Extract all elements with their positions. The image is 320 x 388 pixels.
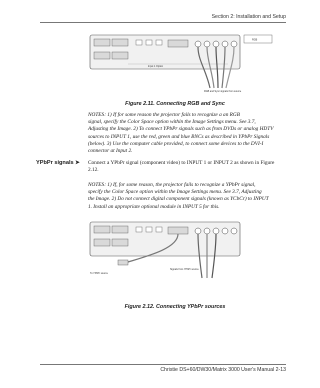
notes-ypbpr-line: 1. Install an appropriate optional module in INPUT 5 for this.: [88, 203, 220, 210]
ypbpr-heading: YPbPr signals ➤: [36, 160, 80, 166]
header-divider: [40, 22, 286, 23]
notes-rgb-line: connector at Input 2.: [88, 148, 133, 155]
notes-ypbpr-line: NOTES: 1) If, for some reason, the projector fails to recognize a YPbPr signal,: [88, 182, 256, 188]
footer-divider: [40, 364, 286, 365]
notes-rgb-line: Adjusting the Image. 2) To connect YPbPr signals such as from DVDs or analog HDTV: [88, 126, 274, 133]
running-footer: Christie DS+60/DW30/Matrix 3000 User's Manual 2-13: [160, 367, 286, 373]
ypbpr-source-right-label: Signals from YPbPr source: [170, 268, 199, 271]
figure-ypbpr-caption: Figure 2.12. Connecting YPbPr sources: [124, 304, 226, 310]
figure-ypbpr: [88, 218, 278, 298]
notes-rgb-line: (below). 3) Use the computer cable provided, to connect some devices to the DVI-I: [88, 140, 264, 147]
notes-ypbpr-line: the Image. 2) Do not connect digital component signals (known as YCbCr) to INPUT: [88, 196, 269, 203]
figure-rgb-sync: [88, 30, 278, 98]
running-header: Section 2: Installation and Setup: [211, 14, 286, 20]
notes-ypbpr-line: specify the Color Space option within the Image Settings menu. See 3.7, Adjusting: [88, 189, 262, 196]
notes-ypbpr: [88, 182, 293, 211]
notes-rgb-line: signal, specify the Color Space option within the Image Settings menu. See 3.7,: [88, 119, 256, 126]
notes-rgb: [88, 112, 293, 155]
rgb-label: RGB: [252, 38, 258, 42]
input-option-label: Input 1 Option: [148, 65, 164, 68]
ypbpr-line: 2.12.: [88, 167, 99, 174]
ypbpr-source-left-label: To YPbPr source: [90, 272, 108, 275]
ypbpr-line: Connect a YPbPr signal (component video) to INPUT 1 or INPUT 2 as shown in Figure: [88, 160, 275, 166]
notes-rgb-line: sources to INPUT 1, use the red, green and blue BNCs as described in YPbPr Signals: [88, 133, 270, 140]
notes-rgb-line: NOTES: 1) If for some reason the projector fails to recognize a an RGB: [88, 112, 240, 118]
source-label: RGB and Sync signals from source: [204, 90, 242, 93]
figure-rgb-caption: Figure 2.11. Connecting RGB and Sync: [125, 101, 225, 107]
ypbpr-intro: [88, 160, 293, 174]
rgb-callout: [244, 35, 272, 43]
